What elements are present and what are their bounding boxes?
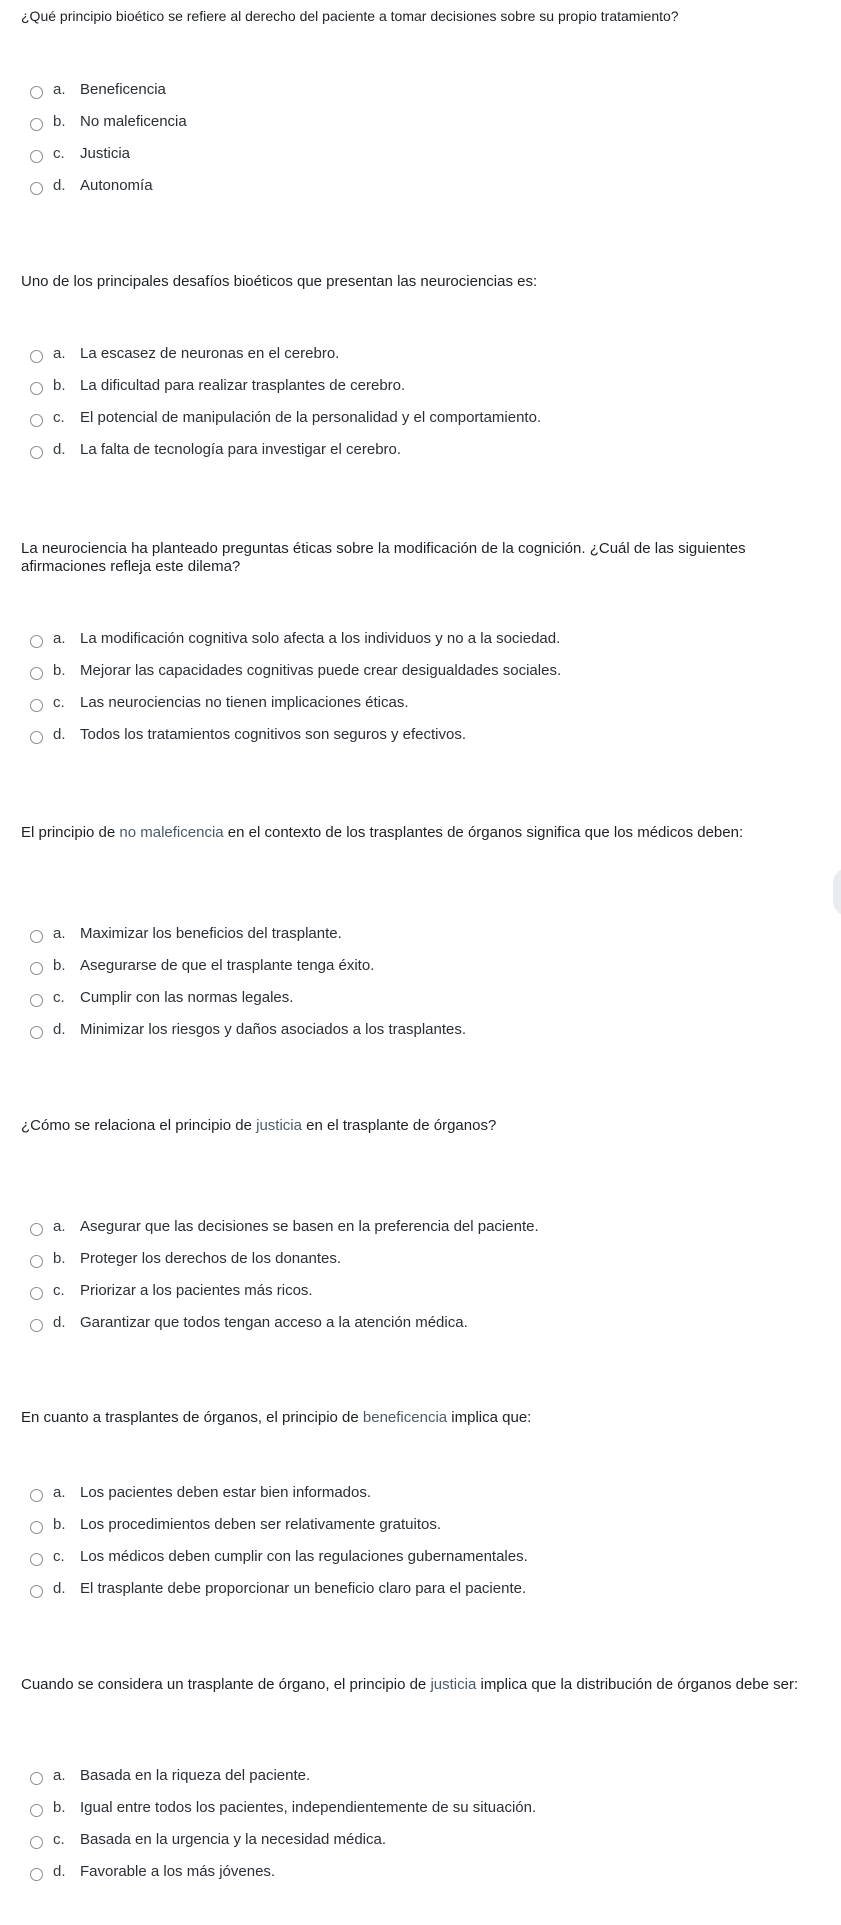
radio-button[interactable] [30,1319,43,1332]
option-b[interactable]: b. Igual entre todos los pacientes, independientemente de su situación. [30,1797,536,1817]
radio-button[interactable] [30,446,43,459]
radio-button[interactable] [30,699,43,712]
option-b[interactable]: b. Asegurarse de que el trasplante tenga éxito. [30,955,374,975]
radio-button[interactable] [30,1868,43,1881]
option-c[interactable]: c. El potencial de manipulación de la personalidad y el comportamiento. [30,407,541,427]
option-d[interactable]: d. Minimizar los riesgos y daños asociados a los trasplantes. [30,1019,466,1039]
radio-button[interactable] [30,382,43,395]
question-5 [21,1117,821,1331]
option-d[interactable]: d. Autonomía [30,175,153,195]
radio-button[interactable] [30,150,43,163]
option-a[interactable]: a. Los pacientes deben estar bien informados. [30,1482,371,1502]
radio-button[interactable] [30,1521,43,1534]
option-a[interactable]: a. Basada en la riqueza del paciente. [30,1765,310,1785]
question-1 [21,7,821,194]
radio-button[interactable] [30,86,43,99]
option-a[interactable]: a. Asegurar que las decisiones se basen en la preferencia del paciente. [30,1216,539,1236]
radio-button[interactable] [30,1585,43,1598]
option-d[interactable]: d. La falta de tecnología para investigar el cerebro. [30,439,401,459]
radio-button[interactable] [30,667,43,680]
option-d[interactable]: d. Garantizar que todos tengan acceso a la atención médica. [30,1312,468,1332]
option-b[interactable]: b. Proteger los derechos de los donantes. [30,1248,341,1268]
radio-button[interactable] [30,1553,43,1566]
question-text: Uno de los principales desafíos bioéticos que presentan las neurociencias es: [21,273,538,290]
question-4 [21,824,821,1038]
question-text: La neurociencia ha planteado preguntas éticas sobre la modificación de la cognición. ¿Cuál de las siguientes afirmaciones refleja este dilema? [21,540,746,575]
question-text: Cuando se considera un trasplante de órgano, el principio de justicia implica que la distribución de órganos debe ser: [21,1676,799,1693]
option-c[interactable]: c. Los médicos deben cumplir con las regulaciones gubernamentales. [30,1546,528,1566]
option-b[interactable]: b. No maleficencia [30,111,187,131]
radio-button[interactable] [30,930,43,943]
radio-button[interactable] [30,350,43,363]
radio-button[interactable] [30,994,43,1007]
option-d[interactable]: d. Favorable a los más jóvenes. [30,1861,275,1881]
option-c[interactable]: c. Priorizar a los pacientes más ricos. [30,1280,313,1300]
question-7 [21,1676,821,1880]
option-b[interactable]: b. Mejorar las capacidades cognitivas puede crear desigualdades sociales. [30,660,561,680]
question-text: En cuanto a trasplantes de órganos, el principio de beneficencia implica que: [21,1409,532,1426]
radio-button[interactable] [30,1772,43,1785]
option-b[interactable]: b. Los procedimientos deben ser relativamente gratuitos. [30,1514,441,1534]
option-c[interactable]: c. Las neurociencias no tienen implicaciones éticas. [30,692,409,712]
option-a[interactable]: a. Beneficencia [30,79,166,99]
question-3 [21,540,821,743]
option-b[interactable]: b. La dificultad para realizar trasplantes de cerebro. [30,375,405,395]
question-2 [21,273,821,458]
radio-button[interactable] [30,1489,43,1502]
radio-button[interactable] [30,731,43,744]
highlighted-term: justicia [256,1117,302,1134]
option-c[interactable]: c. Basada en la urgencia y la necesidad médica. [30,1829,386,1849]
radio-button[interactable] [30,414,43,427]
question-text: ¿Qué principio bioético se refiere al derecho del paciente a tomar decisiones sobre su propio tratamiento? [21,8,679,24]
option-c[interactable]: c. Justicia [30,143,130,163]
side-drawer-toggle[interactable] [833,868,841,916]
radio-button[interactable] [30,1836,43,1849]
question-text: ¿Cómo se relaciona el principio de justicia en el trasplante de órganos? [21,1117,497,1134]
option-a[interactable]: a. Maximizar los beneficios del trasplante. [30,923,342,943]
radio-button[interactable] [30,118,43,131]
highlighted-term: no maleficencia [119,824,224,841]
radio-button[interactable] [30,635,43,648]
option-a[interactable]: a. La modificación cognitiva solo afecta a los individuos y no a la sociedad. [30,628,560,648]
radio-button[interactable] [30,1287,43,1300]
radio-button[interactable] [30,182,43,195]
radio-button[interactable] [30,962,43,975]
highlighted-term: justicia [430,1676,477,1693]
radio-button[interactable] [30,1223,43,1236]
question-6 [21,1409,821,1597]
question-text: El principio de no maleficencia en el contexto de los trasplantes de órganos significa que los médicos deben: [21,824,744,841]
option-a[interactable]: a. La escasez de neuronas en el cerebro. [30,343,339,363]
radio-button[interactable] [30,1026,43,1039]
option-d[interactable]: d. Todos los tratamientos cognitivos son seguros y efectivos. [30,724,466,744]
radio-button[interactable] [30,1804,43,1817]
radio-button[interactable] [30,1255,43,1268]
option-c[interactable]: c. Cumplir con las normas legales. [30,987,293,1007]
option-d[interactable]: d. El trasplante debe proporcionar un beneficio claro para el paciente. [30,1578,526,1598]
highlighted-term: beneficencia [362,1409,448,1426]
